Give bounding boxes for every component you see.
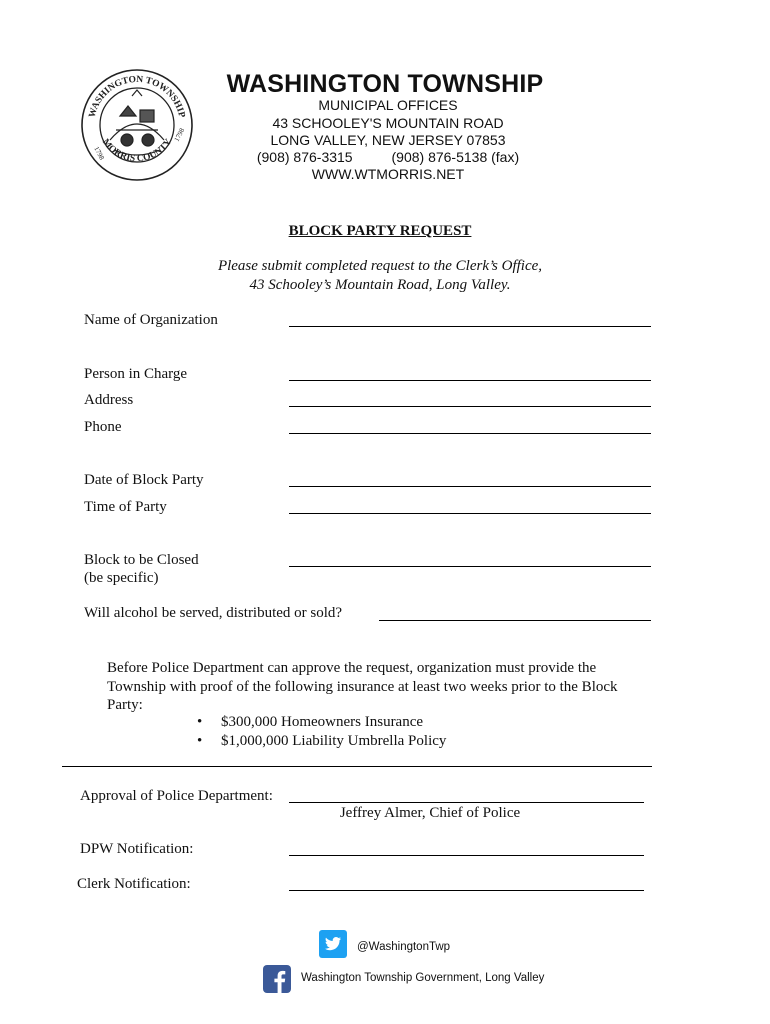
insurance-note-line-2: Township with proof of the following insurance at least two weeks prior to the Block (107, 679, 618, 695)
address-line-website: WWW.WTMORRIS.NET (311, 166, 465, 182)
approval-line-police[interactable] (289, 802, 644, 803)
approval-label-dpw: DPW Notification: (80, 841, 194, 857)
insurance-note-line-3: Party: (107, 697, 143, 713)
field-label-address: Address (84, 392, 134, 408)
form-title: BLOCK PARTY REQUEST (288, 223, 472, 239)
address-line-municipal-offices: MUNICIPAL OFFICES (318, 97, 458, 113)
svg-text:WASHINGTON TOWNSHIP: WASHINGTON TOWNSHIP (87, 74, 187, 119)
instruction-line-2: 43 Schooley’s Mountain Road, Long Valley. (249, 277, 511, 293)
facebook-page-name[interactable]: Washington Township Government, Long Valley (301, 972, 545, 984)
field-label-block-closed: Block to be Closed (84, 552, 199, 568)
svg-text:MORRIS COUNTY: MORRIS COUNTY (99, 137, 175, 165)
instruction-line-1: Please submit completed request to the Clerk’s Office, (217, 258, 543, 274)
insurance-note-line-1: Before Police Department can approve the request, organization must provide the (107, 660, 597, 676)
field-line-address[interactable] (289, 406, 651, 407)
insurance-item (197, 714, 423, 731)
field-line-block-closed[interactable] (289, 566, 651, 567)
svg-text:1798: 1798 (92, 145, 106, 162)
facebook-f-icon (263, 965, 291, 993)
field-line-date[interactable] (289, 486, 651, 487)
address-line-street: 43 SCHOOLEY'S MOUNTAIN ROAD (272, 115, 504, 131)
field-line-organization[interactable] (289, 326, 651, 327)
twitter-handle[interactable]: @WashingtonTwp (357, 941, 451, 953)
insurance-item-text: $300,000 Homeowners Insurance (221, 714, 424, 730)
township-name-heading: WASHINGTON TOWNSHIP (226, 70, 544, 98)
insurance-item (197, 733, 446, 750)
police-chief-name: Jeffrey Almer, Chief of Police (339, 805, 521, 821)
approval-label-police: Approval of Police Department: (80, 788, 273, 804)
field-label-time: Time of Party (84, 499, 167, 515)
field-sublabel-block-closed: (be specific) (84, 570, 159, 586)
field-label-person-in-charge: Person in Charge (84, 366, 188, 382)
approval-line-dpw[interactable] (289, 855, 644, 856)
bullet-icon: • (197, 733, 203, 749)
insurance-item-text: $1,000,000 Liability Umbrella Policy (221, 733, 447, 749)
field-label-alcohol: Will alcohol be served, distributed or sold? (84, 605, 343, 621)
bullet-icon: • (197, 714, 203, 730)
field-label-organization: Name of Organization (84, 312, 218, 328)
field-line-time[interactable] (289, 513, 651, 514)
field-line-alcohol[interactable] (379, 620, 651, 621)
twitter-bird-icon (319, 930, 347, 958)
field-line-person-in-charge[interactable] (289, 380, 651, 381)
field-label-phone: Phone (84, 419, 122, 435)
field-line-phone[interactable] (289, 433, 651, 434)
approval-label-clerk: Clerk Notification: (77, 876, 191, 892)
field-label-date: Date of Block Party (84, 472, 204, 488)
section-divider (62, 766, 652, 767)
approval-line-clerk[interactable] (289, 890, 644, 891)
address-line-phone-fax: (908) 876-3315 (908) 876-5138 (fax) (256, 149, 520, 165)
address-line-city: LONG VALLEY, NEW JERSEY 07853 (270, 132, 506, 148)
svg-text:1798: 1798 (172, 126, 187, 143)
